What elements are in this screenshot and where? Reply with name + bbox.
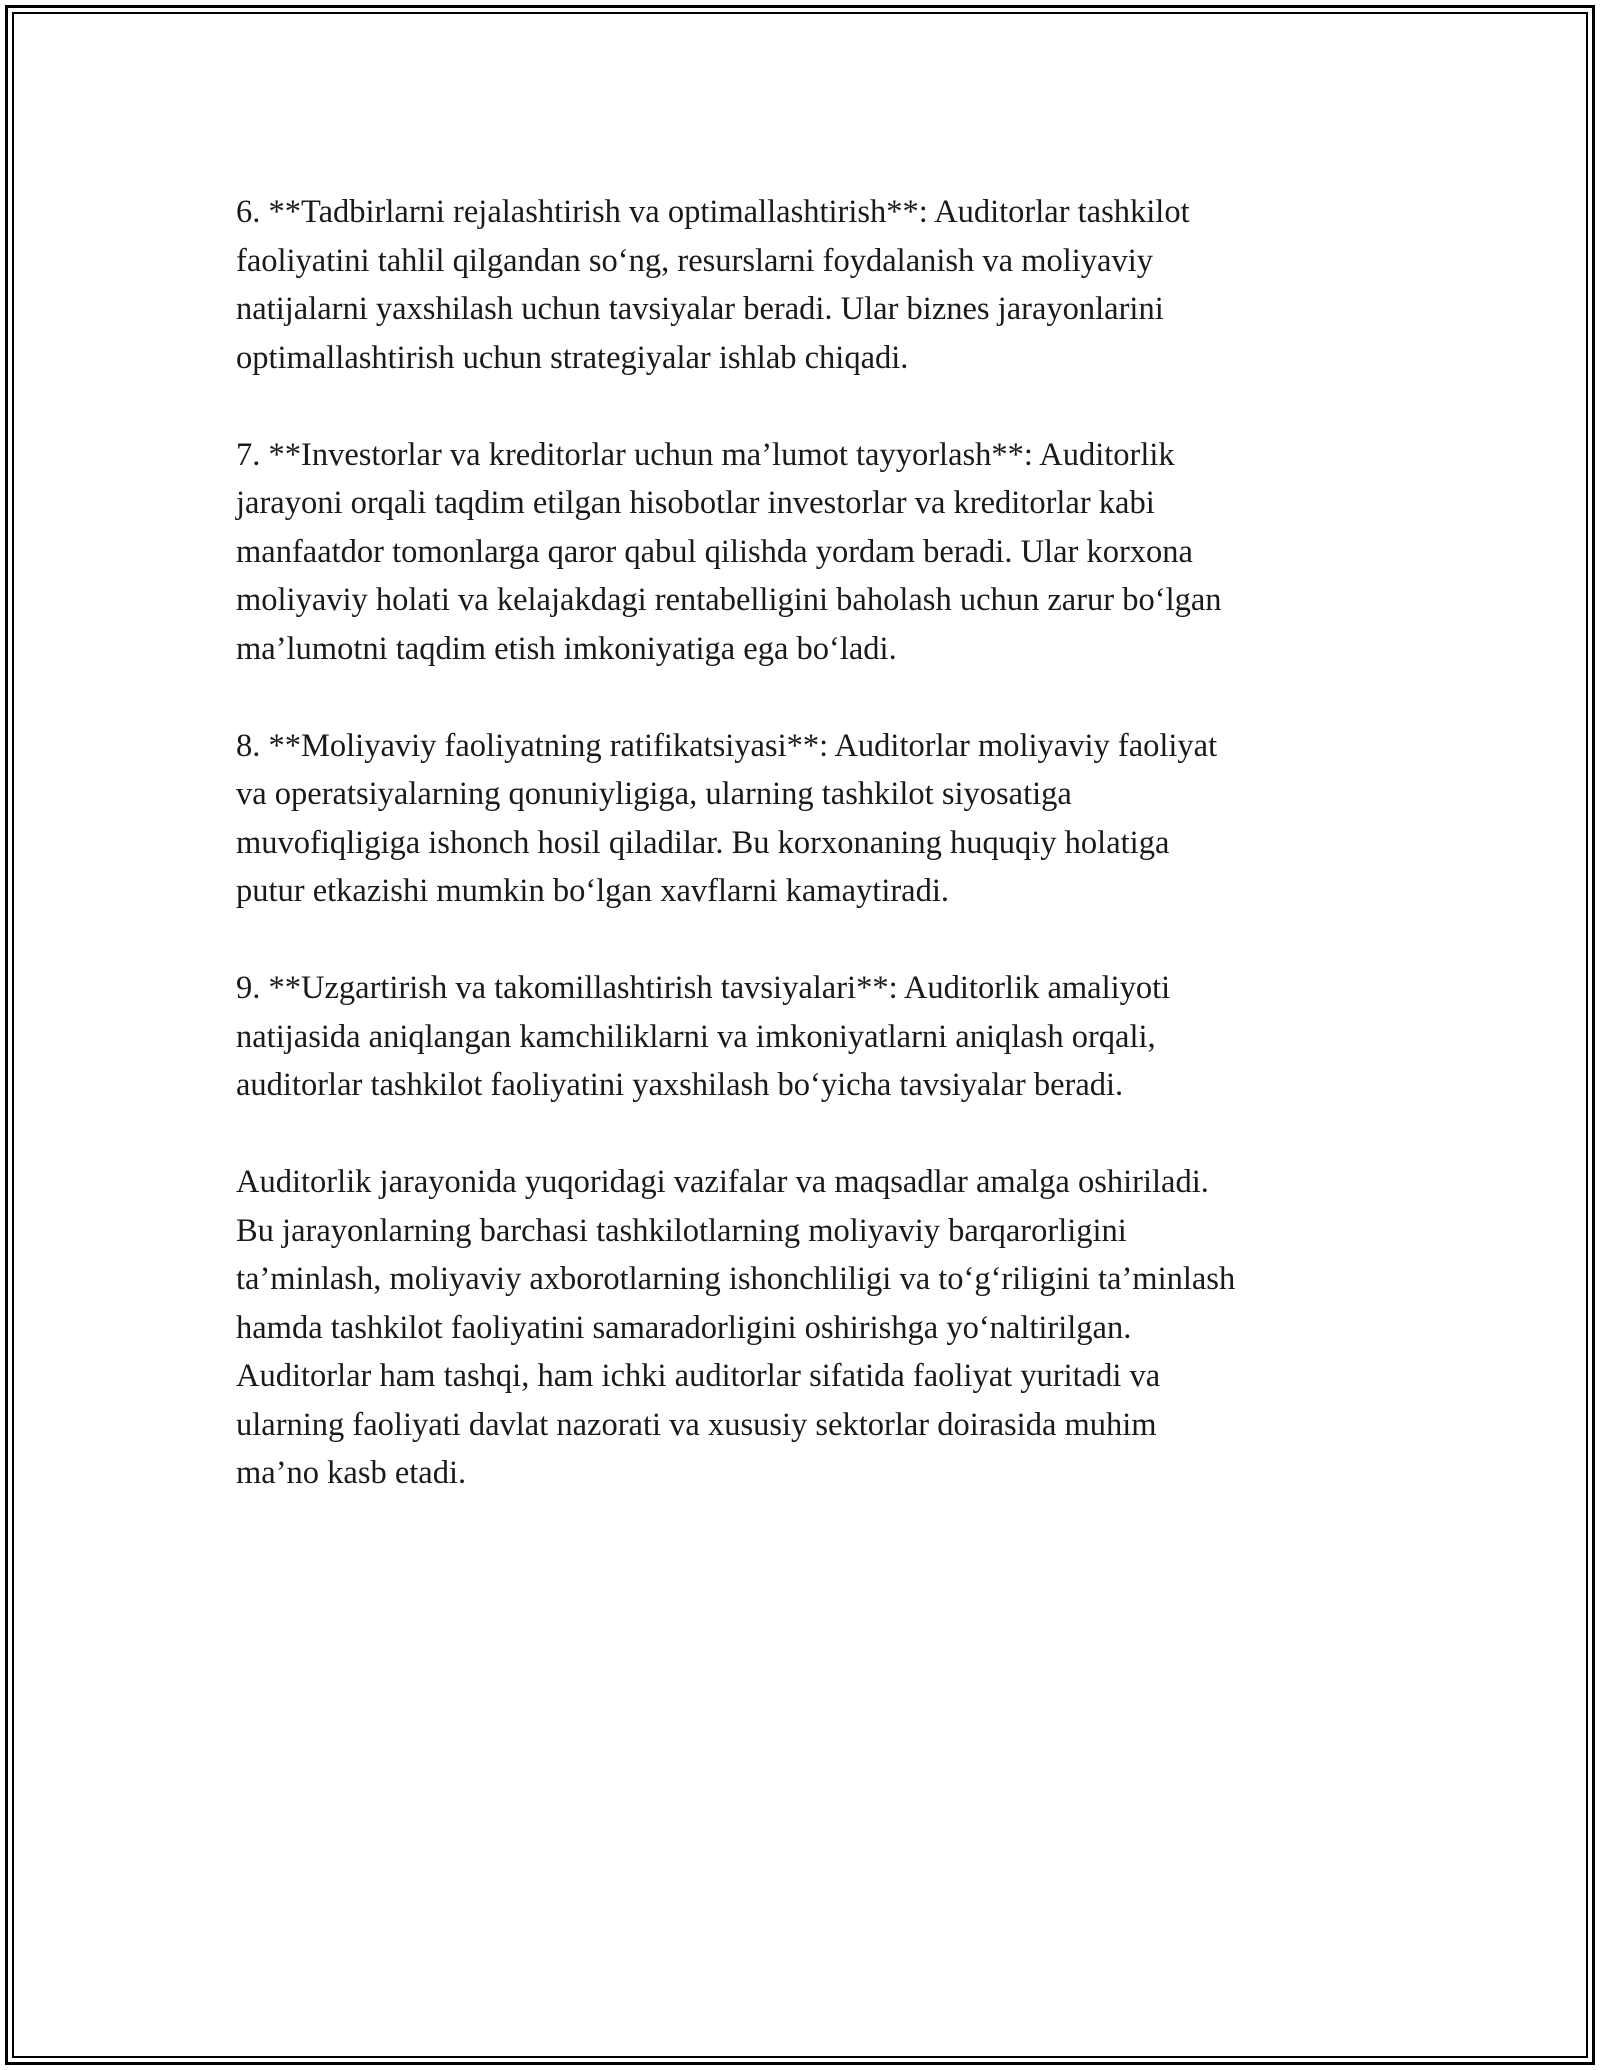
paragraph-item-7: 7. **Investorlar va kreditorlar uchun ma’lumot tayyorlash**: Auditorlik jarayoni orqali taqdim etilgan hisobotlar investorlar va kreditorlar kabi manfaatdor tomonlarga qaror qabul qilishda yordam beradi. Ular korxona moliyaviy holati va kelajakdagi rentabelligini baholash uchun zarur bo‘lgan ma’lumotni taqdim etish imkoniyatiga ega bo‘ladi. <box>236 436 1222 667</box>
paragraph-conclusion: Auditorlik jarayonida yuqoridagi vazifalar va maqsadlar amalga oshiriladi. Bu jarayonlarning barchasi tashkilotlarning moliyaviy barqarorligini ta’minlash, moliyaviy axborotlarning ishonchliligi va to‘g‘riligini ta’minlash hamda tashkilot faoliyatini samaradorligini oshirishga yo‘naltirilgan. Auditorlar ham tashqi, ham ichki auditorlar sifatida faoliyat yuritadi va ularning faoliyati davlat nazorati va xususiy sektorlar doirasida muhim ma’no kasb etadi. <box>236 1164 1236 1491</box>
paragraph-item-6: 6. **Tadbirlarni rejalashtirish va optimallashtirish**: Auditorlar tashkilot faoliyatini tahlil qilgandan so‘ng, resurslarni foydalanish va moliyaviy natijalarni yaxshilash uchun tavsiyalar beradi. Ular biznes jarayonlarini optimallashtirish uchun strategiyalar ishlab chiqadi. <box>236 194 1190 376</box>
document-body <box>236 188 1376 1546</box>
paragraph-item-8: 8. **Moliyaviy faoliyatning ratifikatsiyasi**: Auditorlar moliyaviy faoliyat va operatsiyalarning qonuniyligiga, ularning tashkilot siyosatiga muvofiqligiga ishonch hosil qiladilar. Bu korxonaning huquqiy holatiga putur etkazishi mumkin bo‘lgan xavflarni kamaytiradi. <box>236 727 1218 909</box>
paragraph-item-9: 9. **Uzgartirish va takomillashtirish tavsiyalari**: Auditorlik amaliyoti natijasida aniqlangan kamchiliklarni va imkoniyatlarni aniqlash orqali, auditorlar tashkilot faoliyatini yaxshilash bo‘yicha tavsiyalar beradi. <box>236 970 1171 1103</box>
